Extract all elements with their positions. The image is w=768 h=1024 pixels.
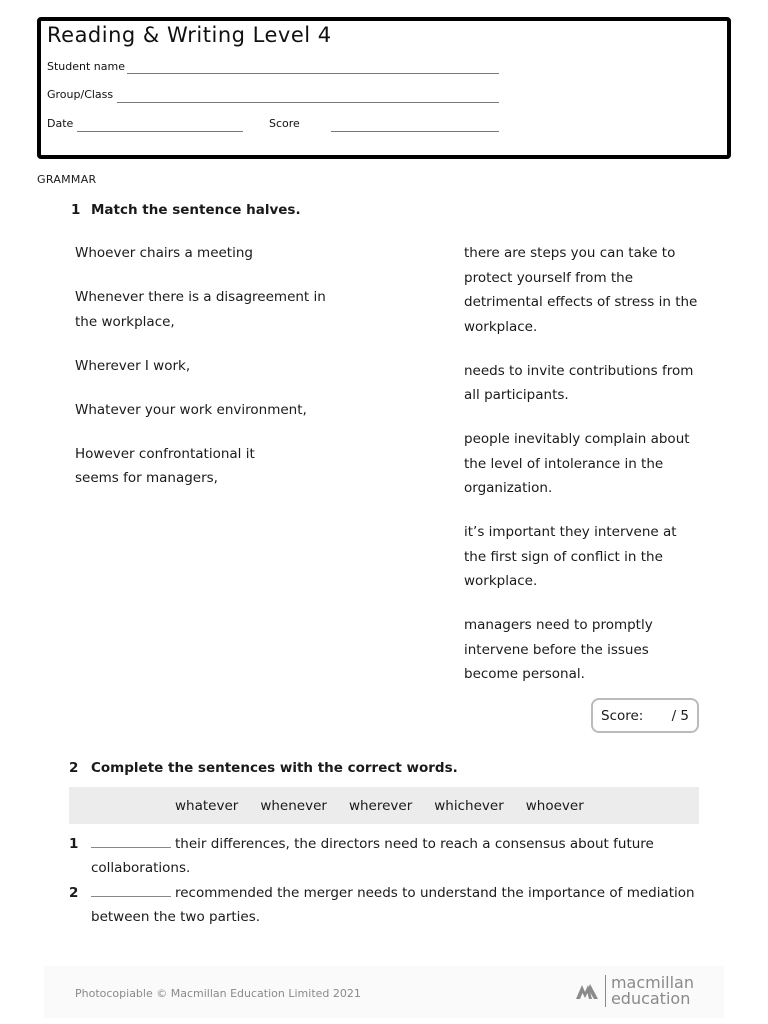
student-name-field[interactable]	[127, 73, 499, 74]
group-class-field[interactable]	[117, 102, 499, 103]
sentence-2	[69, 881, 699, 929]
word-bank-item: wherever	[348, 797, 413, 814]
right-half-1: there are steps you can take to protect yourself from the detrimental effects of stress in the workplace.	[464, 245, 698, 335]
word-bank-item: whoever	[525, 797, 584, 814]
sentence-2-number: 2	[69, 885, 79, 901]
sentence-1-text: their differences, the directors need to reach a consensus about future collaborations.	[91, 836, 654, 876]
word-bank-item: whichever	[434, 797, 504, 814]
document-title: Reading & Writing Level 4	[47, 23, 332, 47]
question-2-number: 2	[69, 760, 79, 776]
right-column	[464, 241, 700, 706]
question-1-heading	[71, 202, 301, 218]
student-name-label: Student name	[47, 60, 125, 73]
footer	[44, 966, 724, 1018]
date-field[interactable]	[77, 131, 243, 132]
left-half-4: Whatever your work environment,	[75, 401, 307, 418]
word-bank-item: whatever	[175, 797, 239, 814]
logo-line-1: macmillan	[610, 973, 694, 992]
copyright-text: Photocopiable © Macmillan Education Limited 2021	[75, 987, 361, 1000]
score-box-label: Score:	[601, 707, 644, 724]
score-field[interactable]	[331, 131, 499, 132]
score-box-total: / 5	[671, 707, 689, 724]
sentence-1	[69, 832, 699, 880]
right-half-4: it’s important they intervene at the first sign of conflict in the workplace.	[464, 524, 677, 589]
right-half-3: people inevitably complain about the level of intolerance in the organization.	[464, 431, 690, 496]
macmillan-logo-text	[605, 975, 694, 1007]
left-column	[75, 241, 335, 510]
left-half-3: Wherever I work,	[75, 357, 191, 374]
left-half-5: However confrontational it seems for managers,	[75, 445, 255, 486]
sentence-2-text: recommended the merger needs to understand the importance of mediation between the two parties.	[91, 885, 695, 925]
score-label: Score	[269, 117, 300, 130]
macmillan-logo	[575, 975, 694, 1007]
header-box	[37, 17, 731, 159]
word-bank-item: whenever	[260, 797, 327, 814]
question-1-number: 1	[71, 202, 81, 218]
question-2-instruction: Complete the sentences with the correct words.	[91, 760, 458, 776]
group-class-label: Group/Class	[47, 88, 114, 101]
right-half-5: managers need to promptly intervene before the issues become personal.	[464, 617, 653, 682]
sentence-1-number: 1	[69, 836, 79, 852]
macmillan-logo-icon	[575, 982, 599, 1000]
score-box	[591, 698, 699, 733]
left-half-2: Whenever there is a disagreement in the workplace,	[75, 289, 326, 330]
word-bank	[69, 787, 699, 824]
logo-line-2: education	[610, 989, 691, 1008]
sentence-1-blank[interactable]	[91, 834, 171, 848]
section-label: GRAMMAR	[37, 173, 97, 186]
question-1-instruction: Match the sentence halves.	[91, 202, 301, 218]
right-half-2: needs to invite contributions from all participants.	[464, 362, 694, 403]
sentence-2-blank[interactable]	[91, 883, 171, 897]
question-2-heading	[69, 760, 458, 776]
left-half-1: Whoever chairs a meeting	[75, 245, 253, 261]
date-label: Date	[47, 117, 74, 130]
